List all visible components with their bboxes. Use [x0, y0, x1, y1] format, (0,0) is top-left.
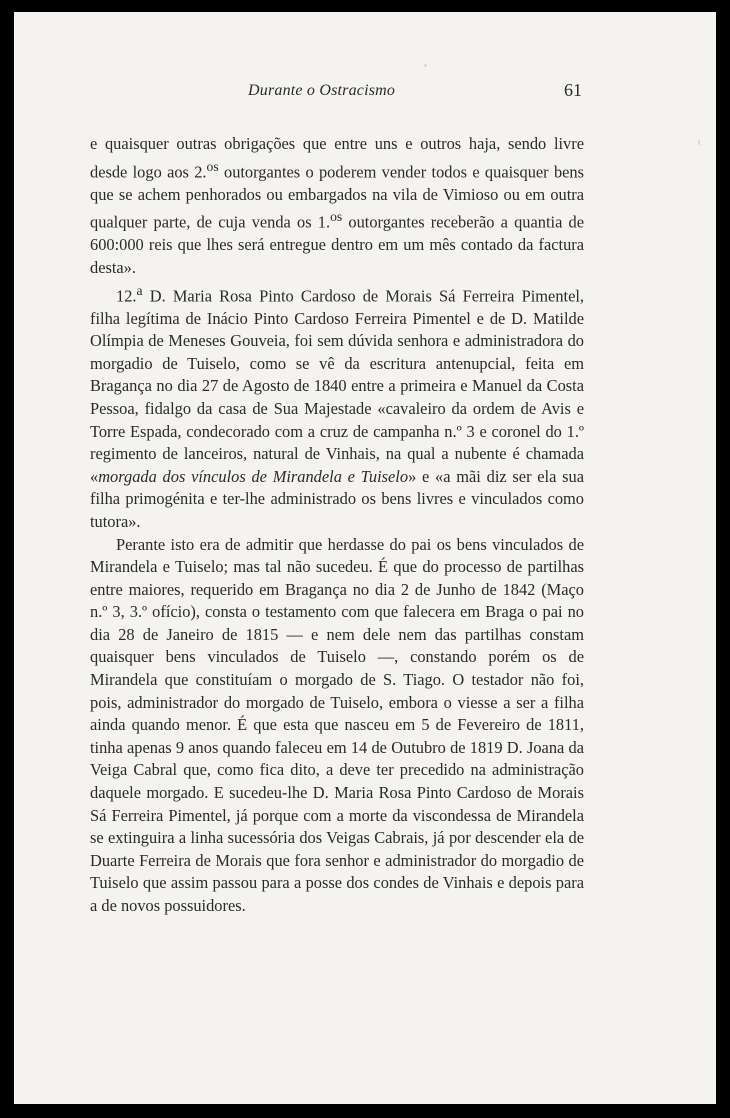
text-run: Perante isto era de admitir que herdasse do pai os bens vinculados de Mirandela e Tuiselo; mas tal não sucedeu. É que do processo de partilhas entre maiores, requerido em Bragança no dia 2 de Junho de 1842 (Maço n.º 3, 3.º ofício), consta o testamento com que falecera em Braga o pai no dia 28 de Janeiro de 1815 — e nem dele nem das partilhas constam quaisquer bens vinculados de Tuiselo —, constando porém os de Mirandela que constituíam o morgado de S. Tiago. O testador não foi, pois, administrador do morgado de Tuiselo, embora o viesse a ser a filha ainda quando menor. É que esta que nasceu em 5 de Fevereiro de 1811, tinha apenas 9 anos quando faleceu em 14 de Outubro de 1819 D. Joana da Veiga Cabral que, como fica dito, a deve ter precedido na administração daquele morgado. E sucedeu-lhe D. Maria Rosa Pinto Cardoso de Morais Sá Ferreira Pimentel, já porque com a morte da viscondessa de Mirandela se extinguira a linha sucessória dos Veigas Cabrais, já por descender ela de Duarte Ferreira de Morais que fora senhor e administrador do morgadio de Tuiselo que assim passou para a posse dos condes de Vinhais e depois para a de novos possuidores.	[90, 534, 584, 915]
superscript: a	[136, 282, 143, 298]
text-run: outorgantes o poderem vender todos e quaisquer bens que se achem penhorados ou embargados na vila de Vimioso ou em outra qualquer parte, de cuja venda os 1.	[90, 162, 584, 232]
body-text	[90, 133, 584, 918]
superscript: os	[206, 158, 219, 174]
page-number: 61	[564, 80, 582, 100]
scan-speck	[698, 140, 700, 145]
paragraph-analysis	[90, 534, 584, 918]
running-head	[90, 80, 584, 104]
italic-quote: morgada dos vínculos de Mirandela e Tuiselo	[98, 466, 409, 486]
text-run: » e «a mãi diz ser ela sua filha primogénita e ter-lhe administrado os bens livres e vinculados como tutora».	[90, 466, 584, 531]
scanned-page	[14, 12, 716, 1104]
paragraph-continuation	[90, 133, 584, 280]
running-title: Durante o Ostracismo	[248, 82, 396, 99]
paragraph-entry-12	[90, 280, 584, 534]
text-run: outorgantes receberão a quantia de 600:000 reis que lhes será entregue dentro em um mês contado da factura desta».	[90, 212, 584, 277]
text-run: e quaisquer outras obrigações que entre uns e outros haja, sendo livre desde logo aos 2.	[90, 134, 584, 182]
scan-speck	[424, 64, 427, 67]
entry-number: 12.	[116, 285, 137, 305]
superscript: os	[330, 209, 343, 225]
text-run: D. Maria Rosa Pinto Cardoso de Morais Sá Ferreira Pimentel, filha legítima de Inácio Pinto Cardoso Ferreira Pimentel e de D. Matilde Olímpia de Meneses Gouveia, foi sem dúvida senhora e administradora do morgadio de Tuiselo, como se vê da escritura antenupcial, feita em Bragança no dia 27 de Agosto de 1840 entre a primeira e Manuel da Costa Pessoa, fidalgo da casa de Sua Majestade «cavaleiro da ordem de Avis e Torre Espada, condecorado com a cruz de campanha n.º 3 e coronel do 1.º regimento de lanceiros, natural de Vinhais, na qual a nubente é chamada «	[90, 285, 584, 486]
